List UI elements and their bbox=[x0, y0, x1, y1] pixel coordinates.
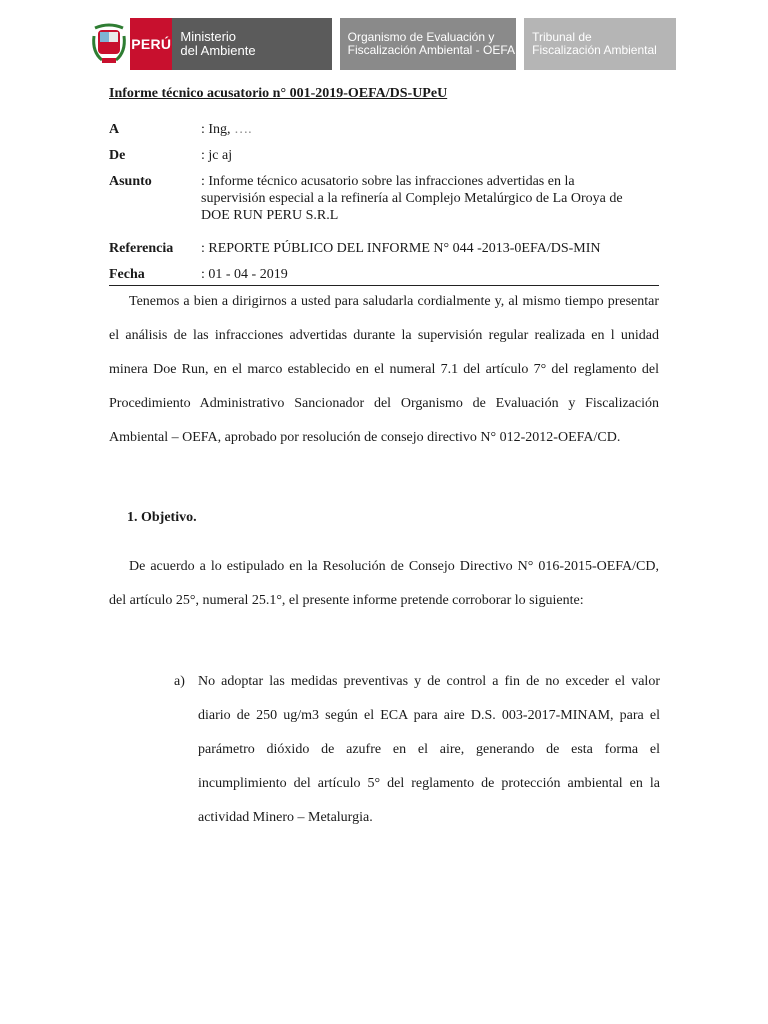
objetivo-paragraph: De acuerdo a lo estipulado en la Resolución de Consejo Directivo N° 016-2015-OEFA/CD, del artículo 25°, numeral 25.1°, el presente informe pretende corroborar lo siguiente: bbox=[109, 559, 659, 608]
section-heading-objetivo: 1. Objetivo. bbox=[127, 510, 197, 525]
list-item-text: No adoptar las medidas preventivas y de control a fin de no exceder el valor diario de 250 ug/m3 según el ECA para aire D.S. 003-2017-MINAM, para el parámetro dióxido de azufre en el aire, generando de esta forma el incumplimiento del artículo 5° del reglamento de protección ambiental en la actividad Minero – Metalurgia. bbox=[198, 674, 660, 825]
header-banner bbox=[88, 18, 676, 70]
list-marker: a) bbox=[174, 674, 185, 689]
tribunal-label: Tribunal de Fiscalización Ambiental bbox=[524, 18, 676, 70]
intro-paragraph: Tenemos a bien a dirigirnos a usted para saludarla cordialmente y, al mismo tiempo presentar el análisis de las infracciones advertidas durante la supervisión regular realizada en l unidad minera Doe Run, en el marco establecido en el numeral 7.1 del artículo 7° del reglamento del Procedimiento Administrativo Sancionador del Organismo de Evaluación y Fiscalización Ambiental – OEFA, aprobado por resolución de consejo directivo N° 012-2012-OEFA/CD. bbox=[109, 294, 659, 445]
ministry-label: Ministerio del Ambiente bbox=[172, 18, 332, 70]
document-title: Informe técnico acusatorio n° 001-2019-OEFA/DS-UPeU bbox=[109, 86, 448, 101]
peru-label: PERÚ bbox=[130, 18, 172, 70]
oefa-label: Organismo de Evaluación y Fiscalización Ambiental - OEFA bbox=[340, 18, 517, 70]
peru-coat-of-arms-icon bbox=[88, 18, 130, 70]
